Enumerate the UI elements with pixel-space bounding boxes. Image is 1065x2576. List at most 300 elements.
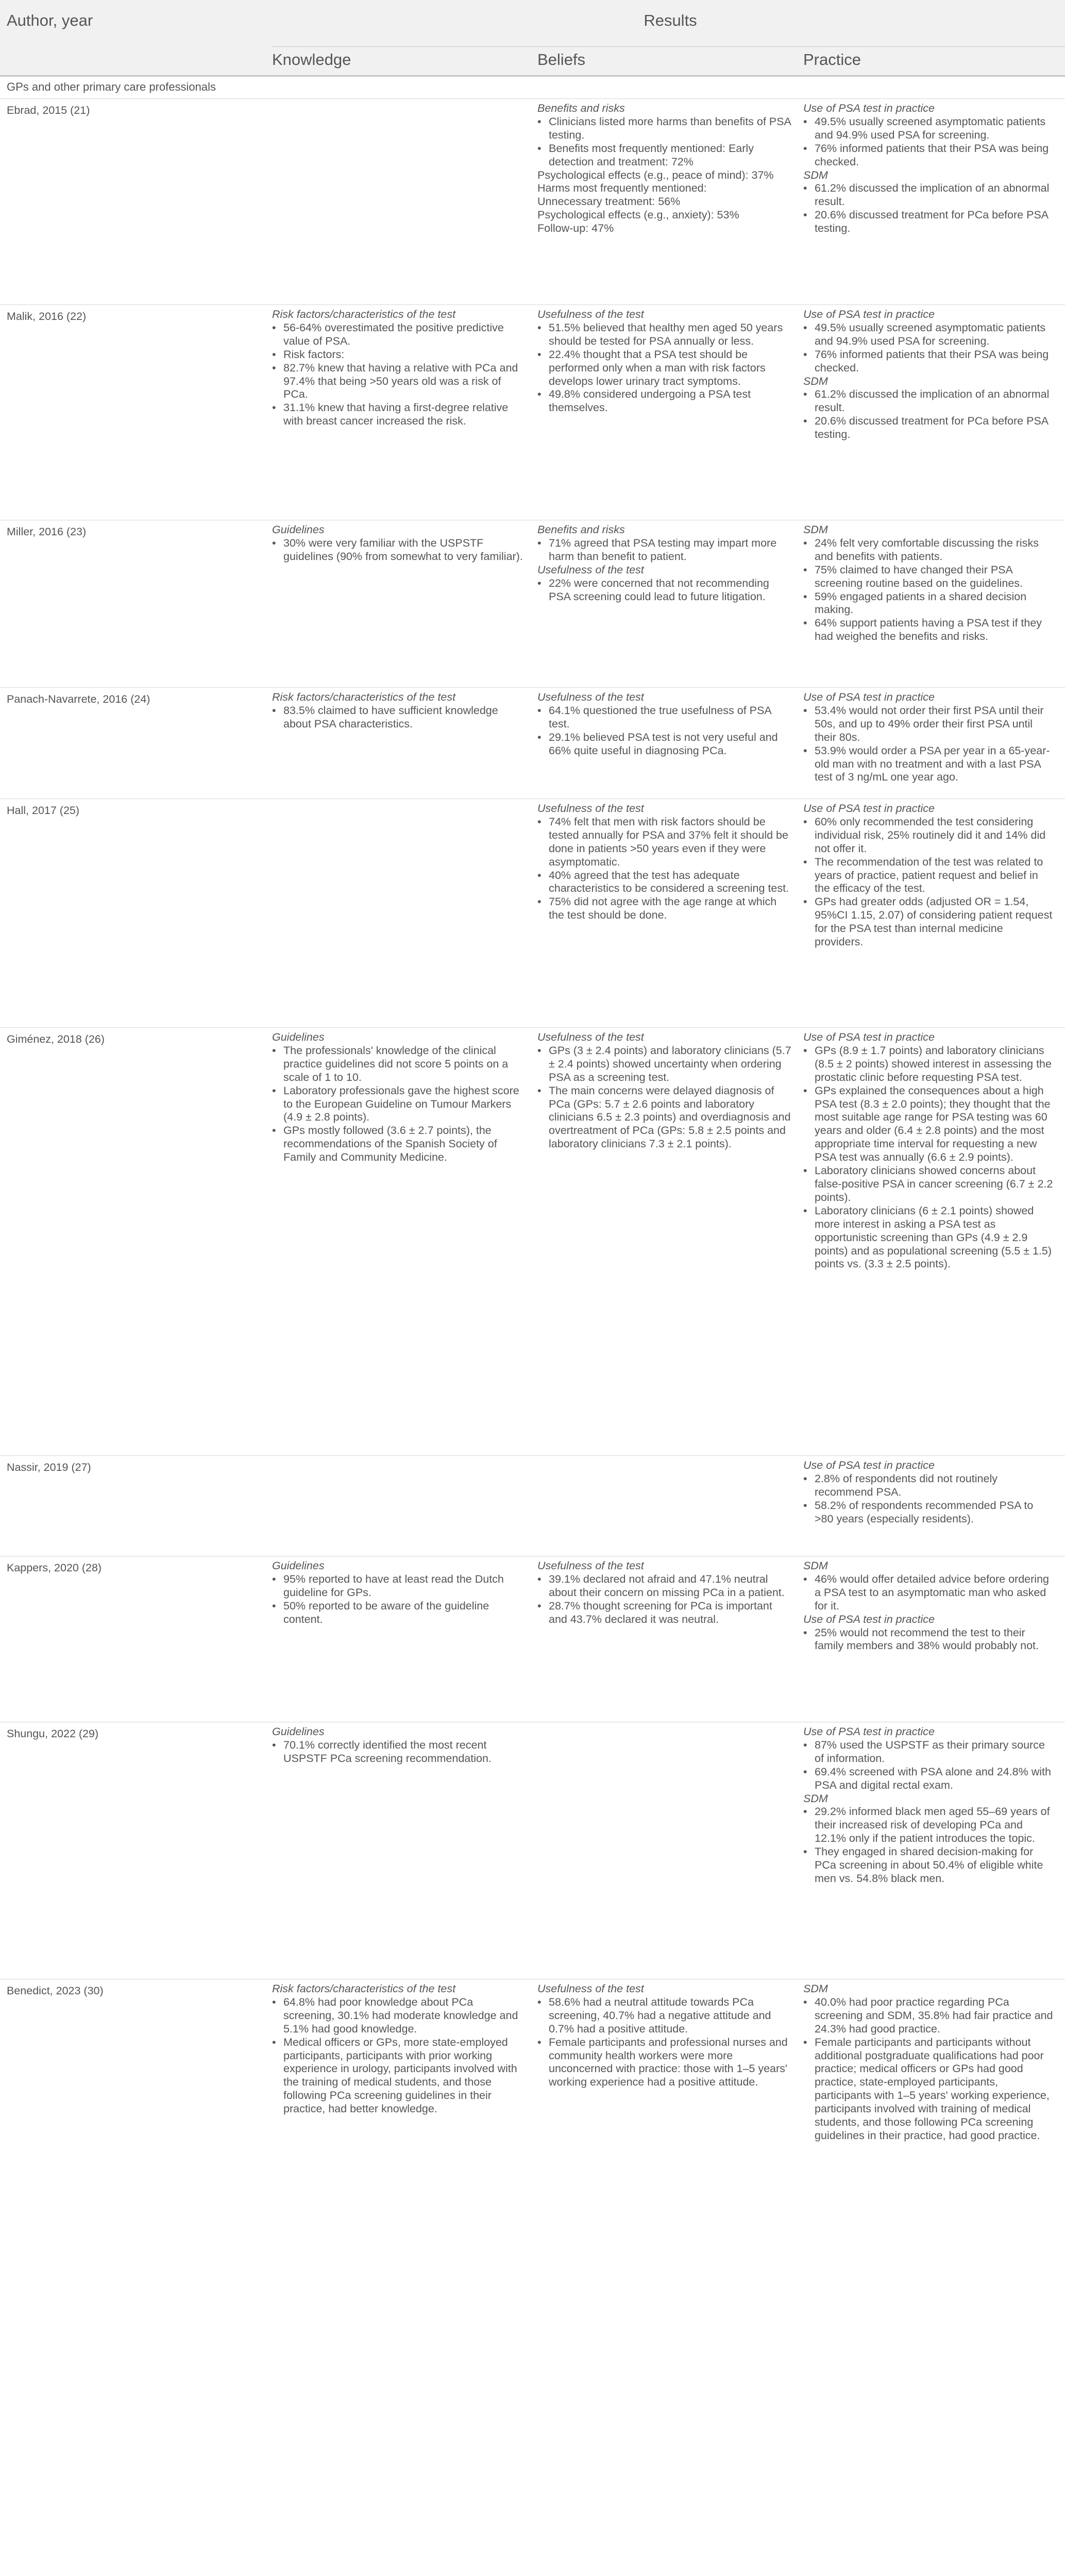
bullet-text: The professionals' knowledge of the clinical practice guidelines did not score 5 points on a scale of 1 to 10. — [283, 1044, 509, 1083]
subheading: Use of PSA test in practice — [803, 102, 935, 114]
beliefs-content — [537, 799, 803, 922]
practice-cell — [803, 520, 1065, 643]
bullet-item — [803, 1626, 1054, 1653]
bullet-item — [272, 1600, 526, 1626]
beliefs-cell — [537, 799, 803, 922]
bullet-icon: • — [537, 388, 542, 401]
bullet-icon: • — [537, 1995, 542, 2008]
author-cell — [7, 1722, 272, 1741]
bullet-icon: • — [803, 321, 807, 334]
bullet-item — [803, 415, 1054, 442]
bullet-item — [803, 182, 1054, 209]
subheading: Usefulness of the test — [537, 691, 644, 703]
bullet-item — [537, 321, 792, 348]
beliefs-content — [537, 1722, 803, 1725]
bullet-text: Female participants and professional nurses and community health workers were more unconcerned with practice: those with 1–5 years' working experience had a positive attitude. — [549, 2036, 788, 2089]
practice-content — [803, 688, 1065, 784]
author-year: Nassir, 2019 (27) — [7, 1461, 91, 1473]
subheading: SDM — [803, 1560, 828, 1572]
bullet-item — [537, 704, 792, 731]
subheading: Use of PSA test in practice — [803, 1031, 935, 1043]
bullet-item — [272, 1084, 526, 1125]
bullet-icon: • — [803, 1044, 807, 1057]
table-header-top — [0, 0, 1065, 46]
author-year-header: Author, year — [7, 11, 93, 29]
bullet-text: 49.5% usually screened asymptomatic patients and 94.9% used PSA for screening. — [815, 115, 1046, 141]
subheading: Benefits and risks — [537, 102, 625, 114]
bullet-icon: • — [803, 1499, 807, 1512]
knowledge-cell — [272, 305, 537, 428]
bullet-text: 40% agreed that the test has adequate characteristics to be considered a screening test. — [549, 869, 789, 895]
bullet-icon: • — [272, 401, 276, 414]
bullet-text: 20.6% discussed treatment for PCa before PSA testing. — [815, 209, 1048, 235]
bullet-item — [537, 731, 792, 758]
subheading: Use of PSA test in practice — [803, 308, 935, 320]
bullet-icon: • — [803, 182, 807, 195]
bullet-text: 28.7% thought screening for PCa is important and 43.7% declared it was neutral. — [549, 1599, 772, 1625]
bullet-text: 25% would not recommend the test to their family members and 38% would probably not. — [815, 1626, 1039, 1652]
bullet-icon: • — [537, 348, 542, 361]
bullet-text: 64.8% had poor knowledge about PCa screening, 30.1% had moderate knowledge and 5.1% had good knowledge. — [283, 1995, 518, 2035]
practice-cell — [803, 99, 1065, 235]
beliefs-cell — [537, 1722, 803, 1725]
bullet-text: 49.5% usually screened asymptomatic patients and 94.9% used PSA for screening. — [815, 321, 1046, 347]
bullet-icon: • — [537, 731, 542, 743]
bullet-text: 30% were very familiar with the USPSTF guidelines (90% from somewhat to very familiar). — [283, 536, 523, 563]
subheading: Usefulness of the test — [537, 563, 644, 576]
bullet-icon: • — [537, 577, 542, 589]
bullet-text: GPs (3 ± 2.4 points) and laboratory clinicians (5.7 ± 2.4 points) showed uncertainty when ordering PSA as a screening test. — [549, 1044, 791, 1083]
bullet-text: 29.2% informed black men aged 55–69 years of their increased risk of developing PCa and 12.1% only if the patient introduces the topic. — [815, 1805, 1050, 1845]
bullet-item — [803, 209, 1054, 235]
table-header-sub — [0, 46, 1065, 76]
bullet-icon: • — [537, 1599, 542, 1612]
bullet-icon: • — [803, 563, 807, 576]
bullet-item — [272, 362, 526, 402]
bullet-text: 59% engaged patients in a shared decision making. — [815, 590, 1027, 616]
author-cell — [7, 1028, 272, 1046]
bullet-text: 40.0% had poor practice regarding PCa screening and SDM, 35.8% had fair practice and 24.3% had good practice. — [815, 1995, 1053, 2035]
bullet-text: 46% would offer detailed advice before ordering a PSA test to an asymptomatic man who asked for it. — [815, 1572, 1049, 1612]
beliefs-header: Beliefs — [537, 50, 586, 69]
bullet-icon: • — [803, 617, 807, 630]
author-year: Benedict, 2023 (30) — [7, 1985, 104, 1997]
bullet-item — [272, 2036, 526, 2116]
bullet-icon: • — [537, 2036, 542, 2048]
knowledge-content — [272, 688, 537, 731]
bullet-icon: • — [537, 1572, 542, 1585]
bullet-text: Laboratory clinicians (6 ± 2.1 points) showed more interest in asking a PSA test as opportunistic screening than GPs (4.9 ± 2.9 points) and as populational screening (5.5 ± 1.5) points vs. (3.3 ± 2.5 points). — [815, 1204, 1052, 1270]
bullet-text: Medical officers or GPs, more state-employed participants, participants with prior working experience in urology, participants involved with the training of medical students, and those following PCa screening guidelines in their practice, had better knowledge. — [283, 2036, 517, 2115]
bullet-text: 22% were concerned that not recommending PSA screening could lead to future litigation. — [549, 577, 769, 603]
bullet-item — [803, 744, 1054, 785]
bullet-icon: • — [272, 1995, 276, 2008]
bullet-icon: • — [803, 855, 807, 868]
practice-content — [803, 1456, 1065, 1526]
bullet-text: 60% only recommended the test considering individual risk, 25% routinely did it and 14% did not offer it. — [815, 815, 1046, 855]
practice-content — [803, 520, 1065, 643]
author-cell — [7, 305, 272, 324]
bullet-item — [803, 564, 1054, 590]
subheading: Guidelines — [272, 1560, 325, 1572]
knowledge-header: Knowledge — [272, 50, 351, 69]
bullet-text: 51.5% believed that healthy men aged 50 years should be tested for PSA annually or less. — [549, 321, 783, 347]
knowledge-content — [272, 520, 537, 564]
bullet-item — [537, 869, 792, 896]
author-cell — [7, 1556, 272, 1575]
bullet-text: 87% used the USPSTF as their primary source of information. — [815, 1738, 1045, 1765]
knowledge-cell — [272, 99, 537, 102]
knowledge-cell — [272, 1556, 537, 1626]
subheading: Benefits and risks — [537, 523, 625, 536]
bullet-item — [537, 388, 792, 415]
bullet-text: 56-64% overestimated the positive predictive value of PSA. — [283, 321, 504, 347]
bullet-icon: • — [803, 1084, 807, 1097]
bullet-item — [803, 1044, 1054, 1084]
knowledge-content — [272, 1028, 537, 1164]
subheading: Guidelines — [272, 1031, 325, 1043]
bullet-item — [803, 816, 1054, 856]
bullet-item — [803, 388, 1054, 415]
bullet-icon: • — [272, 2036, 276, 2048]
subheading: SDM — [803, 168, 828, 181]
bullet-item — [272, 537, 526, 564]
bullet-icon: • — [537, 536, 542, 549]
bullet-text: 83.5% claimed to have sufficient knowledge about PSA characteristics. — [283, 704, 498, 730]
bullet-icon: • — [272, 1572, 276, 1585]
practice-cell — [803, 1722, 1065, 1886]
bullet-icon: • — [803, 348, 807, 361]
knowledge-cell — [272, 799, 537, 802]
subheading: Usefulness of the test — [537, 308, 644, 320]
subheading: Use of PSA test in practice — [803, 802, 935, 815]
bullet-text: Laboratory professionals gave the highest score to the European Guideline on Tumour Markers (4.9 ± 2.8 points). — [283, 1084, 519, 1124]
subheading: SDM — [803, 375, 828, 387]
bullet-text: 75% claimed to have changed their PSA screening routine based on the guidelines. — [815, 563, 1023, 589]
bullet-item — [537, 537, 792, 564]
bullet-icon: • — [537, 869, 542, 882]
bullet-text: 71% agreed that PSA testing may impart more harm than benefit to patient. — [549, 536, 777, 563]
bullet-icon: • — [803, 388, 807, 401]
bullet-item — [803, 895, 1054, 949]
bullet-item — [272, 1996, 526, 2036]
subheading: Guidelines — [272, 523, 325, 536]
bullet-item — [272, 401, 526, 428]
beliefs-content — [537, 1556, 803, 1626]
bullet-text: 53.9% would order a PSA per year in a 65-year-old man with no treatment and with a last PSA test of 3 ng/mL one year ago. — [815, 744, 1050, 784]
author-year: Miller, 2016 (23) — [7, 526, 87, 538]
bullet-item — [803, 115, 1054, 142]
author-cell — [7, 1979, 272, 1998]
beliefs-cell — [537, 1028, 803, 1151]
knowledge-content — [272, 1556, 537, 1626]
beliefs-content — [537, 520, 803, 603]
bullet-text: Laboratory clinicians showed concerns about false-positive PSA in cancer screening (6.7 ± 2.2 points). — [815, 1164, 1053, 1204]
bullet-icon: • — [537, 704, 542, 717]
bullet-icon: • — [803, 1805, 807, 1818]
subheading: Use of PSA test in practice — [803, 1725, 935, 1738]
bullet-item — [537, 895, 792, 922]
bullet-item — [803, 1766, 1054, 1792]
bullet-text: 50% reported to be aware of the guideline content. — [283, 1599, 489, 1625]
bullet-text: GPs mostly followed (3.6 ± 2.7 points), the recommendations of the Spanish Society of Family and Community Medicine. — [283, 1124, 497, 1164]
bullet-text: 76% informed patients that their PSA was being checked. — [815, 348, 1049, 374]
text-line: Psychological effects (e.g., peace of mind): 37% — [537, 168, 774, 181]
author-cell — [7, 1456, 272, 1475]
bullet-icon: • — [537, 1084, 542, 1097]
bullet-item — [803, 1805, 1054, 1845]
author-cell — [7, 520, 272, 539]
bullet-item — [537, 1996, 792, 2036]
bullet-icon: • — [537, 815, 542, 828]
subheading: Usefulness of the test — [537, 1982, 644, 1995]
bullet-item — [803, 1845, 1054, 1886]
bullet-icon: • — [803, 142, 807, 155]
beliefs-cell — [537, 1556, 803, 1626]
practice-content — [803, 305, 1065, 442]
section-divider — [0, 76, 1065, 77]
author-year: Hall, 2017 (25) — [7, 804, 80, 817]
bullet-icon: • — [272, 348, 276, 361]
bullet-icon: • — [803, 704, 807, 717]
bullet-text: 53.4% would not order their first PSA until their 50s, and up to 49% order their first PSA until their 80s. — [815, 704, 1044, 743]
bullet-item — [803, 590, 1054, 617]
bullet-icon: • — [803, 590, 807, 603]
subheading: Risk factors/characteristics of the test — [272, 1982, 456, 1995]
subheading: Risk factors/characteristics of the test — [272, 308, 456, 320]
bullet-item — [272, 704, 526, 731]
subheading: SDM — [803, 1792, 828, 1805]
bullet-icon: • — [272, 321, 276, 334]
bullet-icon: • — [803, 1765, 807, 1778]
bullet-item — [803, 1164, 1054, 1205]
bullet-text: 95% reported to have at least read the Dutch guideline for GPs. — [283, 1572, 504, 1599]
beliefs-cell — [537, 520, 803, 603]
bullet-icon: • — [803, 2036, 807, 2048]
bullet-icon: • — [537, 1044, 542, 1057]
beliefs-cell — [537, 1979, 803, 2089]
knowledge-cell — [272, 1456, 537, 1459]
bullet-text: They engaged in shared decision-making for PCa screening in about 50.4% of eligible white men vs. 54.8% black men. — [815, 1845, 1043, 1885]
bullet-text: 22.4% thought that a PSA test should be performed only when a man with risk factors develops lower urinary tract symptoms. — [549, 348, 766, 387]
knowledge-content — [272, 799, 537, 802]
knowledge-content — [272, 1456, 537, 1459]
bullet-icon: • — [803, 115, 807, 128]
practice-cell — [803, 799, 1065, 949]
bullet-item — [803, 2036, 1054, 2143]
text-line: Harms most frequently mentioned: — [537, 182, 707, 195]
practice-cell — [803, 305, 1065, 442]
bullet-text: 2.8% of respondents did not routinely recommend PSA. — [815, 1472, 998, 1498]
bullet-item — [537, 142, 792, 169]
bullet-item — [537, 2036, 792, 2090]
bullet-icon: • — [803, 209, 807, 222]
bullet-icon: • — [803, 1472, 807, 1485]
author-cell — [7, 799, 272, 818]
bullet-icon: • — [803, 1995, 807, 2008]
text-line: Unnecessary treatment: 56% — [537, 195, 681, 208]
practice-content — [803, 99, 1065, 235]
bullet-text: Risk factors: — [283, 348, 345, 361]
knowledge-content — [272, 305, 537, 428]
bullet-item — [803, 1499, 1054, 1526]
bullet-text: Benefits most frequently mentioned: Early detection and treatment: 72% — [549, 142, 754, 168]
bullet-item — [272, 348, 526, 362]
beliefs-content — [537, 1456, 803, 1459]
text-line: Follow-up: 47% — [537, 222, 614, 235]
bullet-icon: • — [272, 1599, 276, 1612]
knowledge-cell — [272, 1979, 537, 2116]
bullet-item — [537, 115, 792, 142]
bullet-icon: • — [803, 1626, 807, 1639]
subheading: Usefulness of the test — [537, 1560, 644, 1572]
bullet-text: 29.1% believed PSA test is not very useful and 66% quite useful in diagnosing PCa. — [549, 731, 778, 757]
subheading: SDM — [803, 523, 828, 536]
bullet-text: The main concerns were delayed diagnosis of PCa (GPs: 5.7 ± 2.6 points and laboratory clinicians 6.5 ± 2.3 points) and overdiagnosis and overtreatment of PCa (GPs: 5.8 ± 2.5 points and laboratory clinicians 7.3 ± 2.1 points). — [549, 1084, 791, 1150]
bullet-icon: • — [272, 361, 276, 374]
bullet-item — [803, 1573, 1054, 1613]
bullet-text: 74% felt that men with risk factors should be tested annually for PSA and 37% felt it should be done in patients >50 years even if they were asymptomatic. — [549, 815, 788, 868]
beliefs-content — [537, 1028, 803, 1151]
bullet-icon: • — [537, 142, 542, 155]
bullet-item — [537, 1044, 792, 1084]
bullet-text: 58.2% of respondents recommended PSA to >80 years (especially residents). — [815, 1499, 1034, 1525]
bullet-item — [803, 856, 1054, 896]
bullet-item — [272, 321, 526, 348]
beliefs-cell — [537, 305, 803, 415]
knowledge-cell — [272, 520, 537, 564]
bullet-icon: • — [803, 536, 807, 549]
bullet-icon: • — [803, 1204, 807, 1217]
bullet-text: 20.6% discussed treatment for PCa before PSA testing. — [815, 415, 1048, 441]
bullet-item — [537, 348, 792, 388]
bullet-item — [537, 816, 792, 869]
knowledge-content — [272, 1722, 537, 1766]
beliefs-cell — [537, 1456, 803, 1459]
practice-content — [803, 1556, 1065, 1653]
bullet-icon: • — [803, 415, 807, 428]
knowledge-content — [272, 1979, 537, 2116]
practice-content — [803, 1028, 1065, 1271]
practice-cell — [803, 1979, 1065, 2143]
bullet-icon: • — [537, 115, 542, 128]
bullet-text: 61.2% discussed the implication of an abnormal result. — [815, 182, 1050, 208]
beliefs-cell — [537, 99, 803, 235]
bullet-text: 82.7% knew that having a relative with PCa and 97.4% that being >50 years old was a risk of PCa. — [283, 361, 518, 401]
bullet-text: GPs had greater odds (adjusted OR = 1.54, 95%CI 1.15, 2.07) of considering patient request for the PSA test than internal medicine providers. — [815, 895, 1053, 948]
text-line: Psychological effects (e.g., anxiety): 53% — [537, 209, 739, 222]
bullet-item — [803, 1205, 1054, 1272]
author-year: Giménez, 2018 (26) — [7, 1033, 105, 1045]
bullet-item — [803, 348, 1054, 375]
bullet-text: 75% did not agree with the age range at which the test should be done. — [549, 895, 777, 922]
knowledge-content — [272, 99, 537, 102]
practice-cell — [803, 1456, 1065, 1526]
knowledge-cell — [272, 1722, 537, 1766]
bullet-text: 61.2% discussed the implication of an abnormal result. — [815, 388, 1050, 414]
bullet-text: Female participants and participants without additional postgraduate qualifications had poor practice; medical officers or GPs had good practice, state-employed participants, participants with 1–5 years' working experience, participants involved with training of medical students, and those following PCa screening guidelines in their practice, had good practice. — [815, 2036, 1050, 2142]
subheading: SDM — [803, 1982, 828, 1995]
subheading: Usefulness of the test — [537, 802, 644, 815]
practice-content — [803, 1722, 1065, 1886]
bullet-item — [803, 1996, 1054, 2036]
practice-content — [803, 1979, 1065, 2143]
bullet-icon: • — [272, 1738, 276, 1751]
bullet-item — [803, 1084, 1054, 1164]
bullet-text: 49.8% considered undergoing a PSA test themselves. — [549, 388, 751, 414]
practice-header: Practice — [803, 50, 861, 69]
author-cell — [7, 99, 272, 117]
author-year: Shungu, 2022 (29) — [7, 1727, 99, 1740]
author-cell — [7, 688, 272, 706]
bullet-item — [272, 1573, 526, 1600]
bullet-item — [537, 1084, 792, 1151]
bullet-item — [803, 142, 1054, 169]
bullet-text: 39.1% declared not afraid and 47.1% neutral about their concern on missing PCa in a patient. — [549, 1572, 785, 1599]
bullet-text: 69.4% screened with PSA alone and 24.8% with PSA and digital rectal exam. — [815, 1765, 1051, 1791]
beliefs-content — [537, 1979, 803, 2089]
bullet-icon: • — [272, 1044, 276, 1057]
bullet-icon: • — [803, 1572, 807, 1585]
bullet-text: 64.1% questioned the true usefulness of PSA test. — [549, 704, 771, 730]
practice-cell — [803, 688, 1065, 784]
bullet-icon: • — [803, 815, 807, 828]
beliefs-cell — [537, 688, 803, 758]
bullet-item — [272, 1124, 526, 1164]
bullet-icon: • — [803, 1738, 807, 1751]
bullet-item — [803, 1472, 1054, 1499]
bullet-icon: • — [803, 1845, 807, 1858]
bullet-text: 76% informed patients that their PSA was being checked. — [815, 142, 1049, 168]
bullet-text: 64% support patients having a PSA test if they had weighed the benefits and risks. — [815, 617, 1042, 643]
header-divider — [272, 46, 1065, 47]
subheading: Risk factors/characteristics of the test — [272, 691, 456, 703]
subheading: Use of PSA test in practice — [803, 691, 935, 703]
bullet-item — [272, 1739, 526, 1766]
bullet-text: GPs explained the consequences about a high PSA test (8.3 ± 2.0 points); they thought that the most suitable age range for PSA testing was 60 years and older (6.4 ± 2.8 points) and the most appropriate time interval for requesting a new PSA test was annually (6.6 ± 2.9 points). — [815, 1084, 1051, 1164]
bullet-text: Clinicians listed more harms than benefits of PSA testing. — [549, 115, 791, 141]
practice-cell — [803, 1556, 1065, 1653]
bullet-text: 58.6% had a neutral attitude towards PCa screening, 40.7% had a negative attitude and 0.7% had a positive attitude. — [549, 1995, 771, 2035]
bullet-text: The recommendation of the test was related to years of practice, patient request and belief in the efficacy of the test. — [815, 855, 1043, 895]
bullet-icon: • — [272, 704, 276, 717]
bullet-item — [803, 321, 1054, 348]
subheading: Use of PSA test in practice — [803, 1613, 935, 1625]
bullet-item — [272, 1044, 526, 1084]
bullet-text: 70.1% correctly identified the most recent USPSTF PCa screening recommendation. — [283, 1738, 492, 1765]
bullet-icon: • — [537, 321, 542, 334]
bullet-text: 24% felt very comfortable discussing the risks and benefits with patients. — [815, 536, 1039, 563]
author-year: Panach-Navarrete, 2016 (24) — [7, 693, 150, 705]
bullet-item — [537, 1600, 792, 1626]
bullet-text: GPs (8.9 ± 1.7 points) and laboratory clinicians (8.5 ± 2 points) showed interest in assessing the prostatic clinic before requesting PSA test. — [815, 1044, 1052, 1083]
knowledge-cell — [272, 688, 537, 731]
author-year: Malik, 2016 (22) — [7, 310, 87, 323]
bullet-icon: • — [803, 1164, 807, 1177]
bullet-item — [537, 1573, 792, 1600]
knowledge-cell — [272, 1028, 537, 1164]
bullet-item — [803, 617, 1054, 643]
bullet-icon: • — [803, 895, 807, 908]
beliefs-content — [537, 305, 803, 415]
results-header: Results — [644, 11, 697, 29]
bullet-icon: • — [272, 536, 276, 549]
subheading: Use of PSA test in practice — [803, 1459, 935, 1471]
practice-cell — [803, 1028, 1065, 1271]
author-year: Ebrad, 2015 (21) — [7, 104, 90, 116]
bullet-item — [803, 1739, 1054, 1766]
bullet-icon: • — [272, 1124, 276, 1137]
